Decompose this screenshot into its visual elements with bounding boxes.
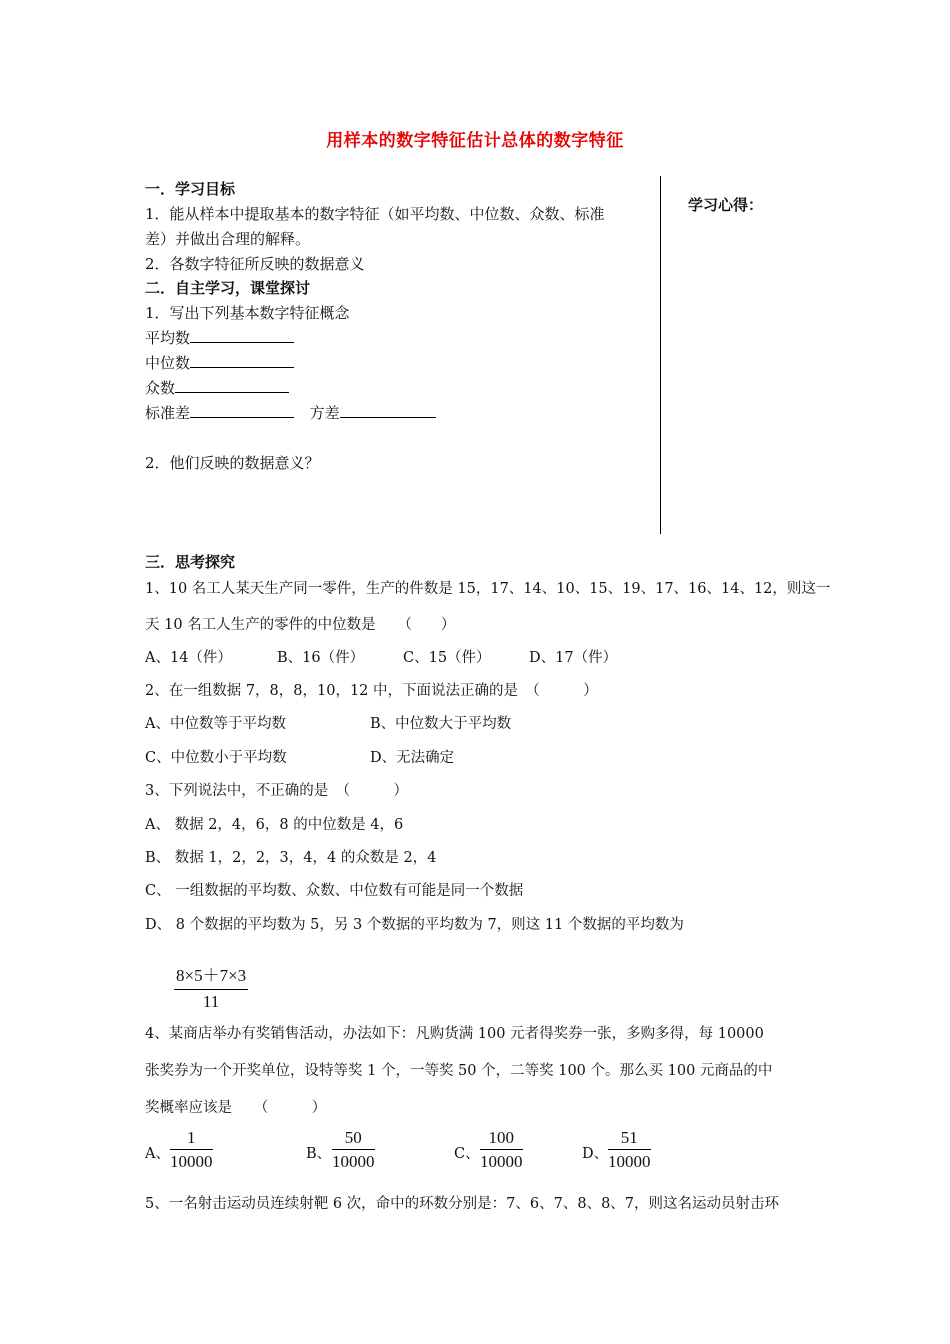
q1-stem-line1: 1、10 名工人某天生产同一零件，生产的件数是 15，17、14、10、15、19、17、16、14、12，则这一 [145,581,831,597]
q4-option-d-denominator: 10000 [608,1152,651,1171]
page-title: 用样本的数字特征估计总体的数字特征 [326,131,624,151]
q4-option-c-numerator: 100 [480,1128,523,1150]
section3-heading: 三．思考探究 [145,553,236,571]
mean-blank[interactable] [190,327,294,343]
median-line [145,352,294,373]
q1-option-d: D、17（件） [529,650,618,666]
q4-option-c-denominator: 10000 [480,1152,523,1171]
q3-stem: 3、下列说法中，不正确的是 （ ） [145,783,408,799]
q4-option-a-numerator: 1 [170,1128,213,1150]
stddev-blank[interactable] [190,402,294,418]
section1-item2: 2．各数字特征所反映的数据意义 [145,255,365,273]
q3-average-fraction [174,961,248,1012]
q4-option-b-numerator: 50 [332,1128,375,1150]
mode-label: 众数 [145,379,176,397]
q4-option-a-fraction [170,1128,213,1172]
section1-item1-line2: 差）并做出合理的解释。 [145,230,311,248]
q4-option-b-label: B、 [306,1146,332,1162]
median-blank[interactable] [190,352,294,368]
q3-option-a: A、 数据 2，4，6，8 的中位数是 4，6 [145,817,404,833]
q1-option-c: C、15（件） [403,650,491,666]
study-notes-label: 学习心得： [688,196,764,214]
q3-fraction-numerator: 8×5＋7×3 [174,961,248,990]
q4-stem-line1: 4、某商店举办有奖销售活动，办法如下：凡购货满 100 元者得奖券一张，多购多得，每 10000 [145,1026,764,1042]
section1-item1-line1: 1．能从样本中提取基本的数字特征（如平均数、中位数、众数、标准 [145,205,605,223]
mode-blank[interactable] [175,377,289,393]
stddev-variance-line [145,402,436,423]
q1-option-a: A、14（件） [145,650,232,666]
q3-option-c: C、 一组数据的平均数、众数、中位数有可能是同一个数据 [145,883,524,899]
q4-option-a-denominator: 10000 [170,1152,213,1171]
mode-line [145,377,289,398]
variance-blank[interactable] [340,402,436,418]
q4-option-d-label: D、 [582,1146,609,1162]
variance-label: 方差 [309,404,340,422]
q4-option-c-fraction [480,1128,523,1172]
section1-heading: 一．学习目标 [145,180,236,198]
section2-heading: 二．自主学习，课堂探讨 [145,279,311,297]
median-label: 中位数 [145,354,191,372]
q4-option-b-fraction [332,1128,375,1172]
q2-option-b: B、中位数大于平均数 [370,716,512,732]
q4-option-c-label: C、 [454,1146,480,1162]
q4-option-a-label: A、 [145,1146,170,1162]
q4-option-b-denominator: 10000 [332,1152,375,1171]
q2-option-d: D、无法确定 [370,750,455,766]
q4-stem-line3: 奖概率应该是 （ ） [145,1100,327,1116]
mean-label: 平均数 [145,329,191,347]
q2-stem: 2、在一组数据 7，8，8，10，12 中，下面说法正确的是 （ ） [145,683,598,699]
q1-option-b: B、16（件） [277,650,365,666]
q5-stem-line1: 5、一名射击运动员连续射靶 6 次，命中的环数分别是：7、6、7、8、8、7，则这名运动员射击环 [145,1196,780,1212]
q2-option-a: A、中位数等于平均数 [145,716,286,732]
q4-option-d-numerator: 51 [608,1128,651,1150]
q3-fraction-denominator: 11 [202,992,220,1011]
q2-option-c: C、中位数小于平均数 [145,750,287,766]
section2-item1: 1．写出下列基本数字特征概念 [145,304,350,322]
q3-option-d: D、 8 个数据的平均数为 5，另 3 个数据的平均数为 7，则这 11 个数据的平均数为 [145,917,684,933]
q4-option-d-fraction [608,1128,651,1172]
q3-option-b: B、 数据 1，2，2，3，4，4 的众数是 2，4 [145,850,437,866]
q4-stem-line2: 张奖券为一个开奖单位，设特等奖 1 个，一等奖 50 个，二等奖 100 个。那么买 100 元商品的中 [145,1063,773,1079]
mean-line [145,327,294,348]
stddev-label: 标准差 [145,404,191,422]
q1-stem-line2: 天 10 名工人生产的零件的中位数是 （ ） [145,617,456,633]
section2-item2: 2．他们反映的数据意义？ [145,454,320,472]
column-divider [660,176,661,534]
